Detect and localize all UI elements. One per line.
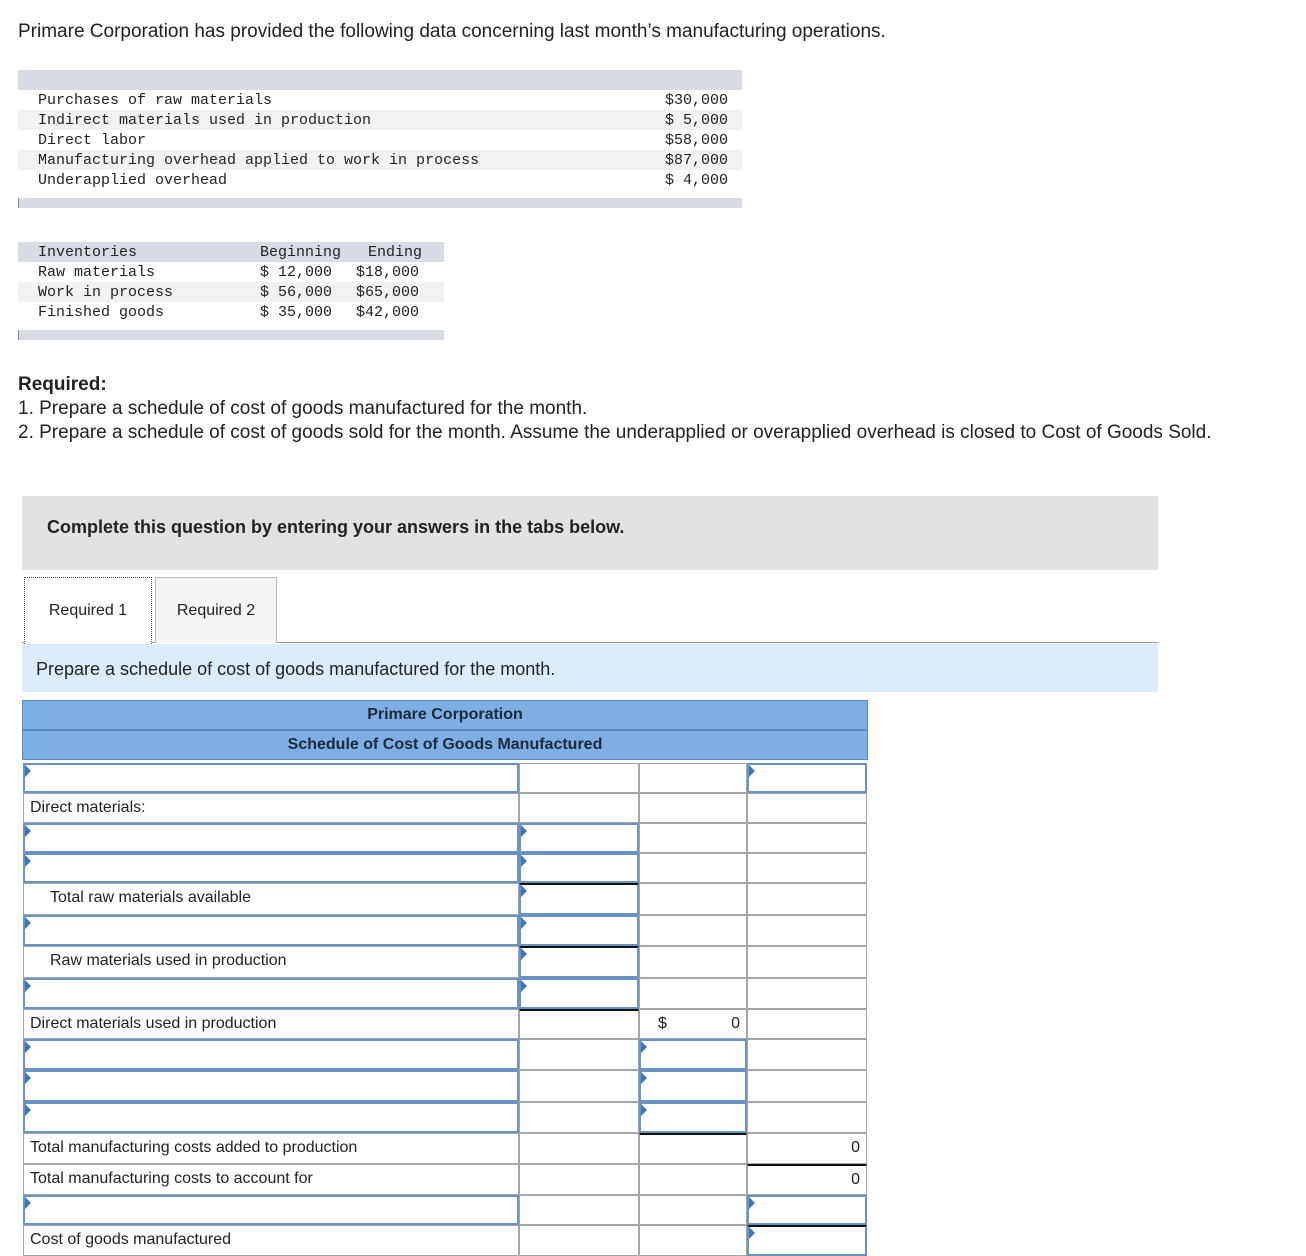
schedule-amount-input[interactable] <box>639 1039 747 1070</box>
schedule-amount-input[interactable] <box>519 853 639 883</box>
tab-required-1[interactable]: Required 1 <box>24 577 152 644</box>
required-section <box>18 373 1288 445</box>
table-row: Work in process $ 56,000 $65,000 <box>18 282 444 302</box>
table-row: Finished goods $ 35,000 $42,000 <box>38 304 420 321</box>
direct-materials-used-label: Direct materials used in production <box>23 1009 519 1039</box>
raw-materials-used-input[interactable] <box>519 946 639 978</box>
total-raw-materials-label: Total raw materials available <box>23 883 519 915</box>
total-raw-materials-input[interactable] <box>519 883 639 915</box>
schedule-label-input[interactable] <box>23 915 519 946</box>
inventories-table <box>18 242 444 340</box>
required-item-2: 2. Prepare a schedule of cost of goods sold for the month. Assume the underapplied or overapplied overhead is closed to Cost of Goods Sold. <box>18 422 1212 443</box>
intro-text: Primare Corporation has provided the following data concerning last month’s manufacturing operations. <box>18 21 886 42</box>
table-footer-bar <box>18 330 444 340</box>
table-row: Underapplied overhead $ 4,000 <box>38 172 728 189</box>
total-account-label: Total manufacturing costs to account for <box>23 1164 519 1195</box>
total-added-value: 0 <box>747 1133 867 1164</box>
schedule-amount-input[interactable] <box>519 915 639 946</box>
schedule-label-input[interactable] <box>23 978 519 1009</box>
schedule-amount-input[interactable] <box>519 978 639 1009</box>
cogm-input[interactable] <box>747 1225 867 1256</box>
table-row: Purchases of raw materials $30,000 <box>38 92 728 109</box>
tab-required-2[interactable]: Required 2 <box>155 577 277 643</box>
schedule-label-input[interactable] <box>23 1070 519 1102</box>
prompt-text: Prepare a schedule of cost of goods manufactured for the month. <box>36 659 556 679</box>
inventories-header: Inventories Beginning Ending <box>18 242 444 262</box>
schedule-label-input[interactable] <box>23 763 519 793</box>
direct-materials-used-value: $ 0 <box>639 1009 747 1039</box>
schedule-amount-input[interactable] <box>747 1195 867 1225</box>
data-table <box>18 70 742 208</box>
schedule-company: Primare Corporation <box>22 700 868 730</box>
required-item-1: 1. Prepare a schedule of cost of goods manufactured for the month. <box>18 398 588 419</box>
table-row: Indirect materials used in production $ 5,000 <box>18 110 742 130</box>
prompt-bar <box>22 644 1158 692</box>
table-row: Direct labor $58,000 <box>38 132 728 149</box>
table-header-bar <box>18 70 742 90</box>
required-heading: Required: <box>18 374 107 395</box>
cogm-label: Cost of goods manufactured <box>23 1225 519 1256</box>
schedule-amount-input[interactable] <box>519 823 639 853</box>
total-account-value: 0 <box>747 1164 867 1195</box>
schedule-label-input[interactable] <box>23 1039 519 1070</box>
table-row: Raw materials $ 12,000 $18,000 <box>38 264 420 281</box>
schedule-amount-input[interactable] <box>747 763 867 793</box>
raw-materials-used-label: Raw materials used in production <box>23 946 519 978</box>
table-footer-bar <box>18 198 742 208</box>
schedule-label-input[interactable] <box>23 1195 519 1225</box>
instruction-box <box>22 496 1158 570</box>
schedule-amount-input[interactable] <box>639 1070 747 1102</box>
schedule-title: Schedule of Cost of Goods Manufactured <box>22 730 868 760</box>
table-row: Manufacturing overhead applied to work in process $87,000 <box>18 150 742 170</box>
direct-materials-label: Direct materials: <box>23 793 519 823</box>
total-added-label: Total manufacturing costs added to production <box>23 1133 519 1164</box>
schedule-amount-input[interactable] <box>639 1102 747 1133</box>
tab-bar <box>22 577 1158 643</box>
schedule-label-input[interactable] <box>23 1102 519 1133</box>
schedule-label-input[interactable] <box>23 823 519 853</box>
schedule-label-input[interactable] <box>23 853 519 883</box>
instruction-text: Complete this question by entering your answers in the tabs below. <box>47 517 625 537</box>
